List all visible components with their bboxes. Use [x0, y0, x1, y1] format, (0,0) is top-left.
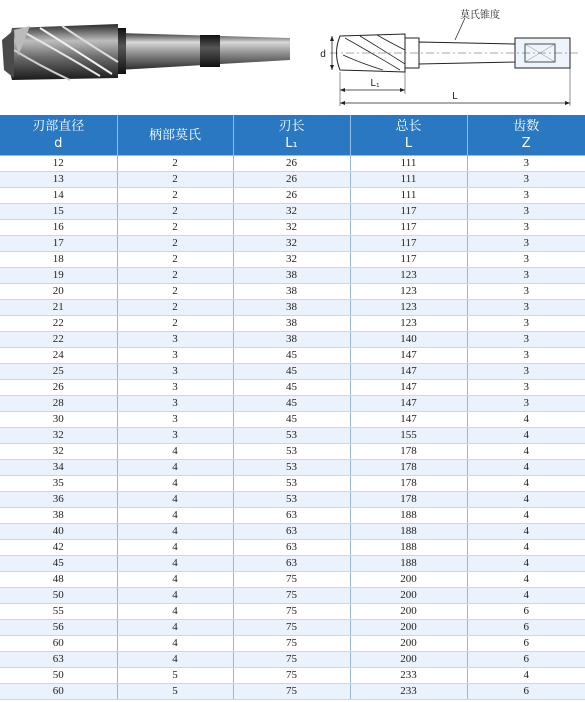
table-cell: 75: [233, 620, 350, 636]
table-cell: 4: [467, 556, 585, 572]
table-cell: 14: [0, 188, 117, 204]
table-row: [0, 284, 585, 300]
dim-l1-label: L₁: [370, 78, 380, 89]
table-cell: 20: [0, 284, 117, 300]
table-cell: 38: [0, 508, 117, 524]
table-cell: 178: [350, 444, 467, 460]
table-row: [0, 684, 585, 700]
table-cell: 2: [117, 268, 233, 284]
table-cell: 200: [350, 636, 467, 652]
table-row: [0, 316, 585, 332]
table-cell: 3: [467, 220, 585, 236]
table-row: [0, 236, 585, 252]
table-row: [0, 636, 585, 652]
table-cell: 4: [467, 588, 585, 604]
table-row: [0, 476, 585, 492]
table-cell: 147: [350, 412, 467, 428]
table-cell: 53: [233, 444, 350, 460]
table-cell: 117: [350, 204, 467, 220]
table-cell: 3: [467, 316, 585, 332]
table-cell: 38: [233, 316, 350, 332]
header-diameter: 刃部直径 d: [0, 115, 117, 156]
table-cell: 6: [467, 652, 585, 668]
table-row: [0, 364, 585, 380]
table-cell: 50: [0, 588, 117, 604]
table-row: [0, 348, 585, 364]
table-cell: 4: [117, 476, 233, 492]
table-row: [0, 508, 585, 524]
table-cell: 45: [233, 380, 350, 396]
table-cell: 2: [117, 252, 233, 268]
table-cell: 233: [350, 684, 467, 700]
table-cell: 3: [117, 412, 233, 428]
table-cell: 21: [0, 300, 117, 316]
table-row: [0, 300, 585, 316]
table-cell: 18: [0, 252, 117, 268]
table-cell: 147: [350, 396, 467, 412]
table-cell: 4: [117, 572, 233, 588]
table-cell: 30: [0, 412, 117, 428]
table-cell: 45: [233, 396, 350, 412]
table-cell: 188: [350, 508, 467, 524]
table-cell: 63: [233, 540, 350, 556]
table-row: [0, 460, 585, 476]
table-cell: 178: [350, 492, 467, 508]
table-cell: 63: [233, 508, 350, 524]
table-cell: 147: [350, 364, 467, 380]
dimension-drawing: [305, 0, 585, 115]
table-cell: 4: [117, 604, 233, 620]
table-cell: 63: [233, 556, 350, 572]
table-cell: 48: [0, 572, 117, 588]
table-cell: 123: [350, 268, 467, 284]
table-cell: 4: [467, 540, 585, 556]
illustration-area: [0, 0, 585, 115]
table-cell: 188: [350, 540, 467, 556]
table-row: [0, 188, 585, 204]
table-cell: 75: [233, 588, 350, 604]
table-cell: 38: [233, 268, 350, 284]
table-cell: 60: [0, 684, 117, 700]
table-cell: 35: [0, 476, 117, 492]
table-cell: 45: [233, 348, 350, 364]
table-cell: 117: [350, 220, 467, 236]
table-cell: 32: [0, 444, 117, 460]
table-cell: 22: [0, 332, 117, 348]
table-cell: 53: [233, 476, 350, 492]
table-row: [0, 332, 585, 348]
table-cell: 26: [233, 172, 350, 188]
table-cell: 4: [117, 508, 233, 524]
table-cell: 188: [350, 556, 467, 572]
table-cell: 12: [0, 156, 117, 172]
table-cell: 3: [467, 188, 585, 204]
table-cell: 3: [467, 172, 585, 188]
table-cell: 3: [467, 300, 585, 316]
dim-d-label: d: [320, 49, 326, 60]
table-cell: 2: [117, 188, 233, 204]
table-cell: 3: [467, 396, 585, 412]
table-row: [0, 220, 585, 236]
table-cell: 38: [233, 332, 350, 348]
table-cell: 75: [233, 604, 350, 620]
table-cell: 147: [350, 380, 467, 396]
table-cell: 4: [117, 620, 233, 636]
table-cell: 123: [350, 284, 467, 300]
table-cell: 140: [350, 332, 467, 348]
table-cell: 200: [350, 620, 467, 636]
table-cell: 111: [350, 188, 467, 204]
table-cell: 26: [233, 156, 350, 172]
table-cell: 200: [350, 604, 467, 620]
table-row: [0, 156, 585, 172]
table-cell: 4: [117, 444, 233, 460]
table-row: [0, 396, 585, 412]
table-row: [0, 524, 585, 540]
table-cell: 17: [0, 236, 117, 252]
table-cell: 26: [233, 188, 350, 204]
table-row: [0, 252, 585, 268]
table-cell: 178: [350, 460, 467, 476]
table-cell: 2: [117, 220, 233, 236]
table-cell: 53: [233, 428, 350, 444]
table-cell: 155: [350, 428, 467, 444]
table-cell: 32: [233, 220, 350, 236]
header-total-length: 总长 L: [350, 115, 467, 156]
table-cell: 3: [117, 396, 233, 412]
table-row: [0, 172, 585, 188]
table-cell: 42: [0, 540, 117, 556]
table-cell: 53: [233, 460, 350, 476]
table-row: [0, 428, 585, 444]
table-cell: 3: [467, 156, 585, 172]
table-row: [0, 572, 585, 588]
table-cell: 117: [350, 236, 467, 252]
table-cell: 56: [0, 620, 117, 636]
table-cell: 111: [350, 172, 467, 188]
table-cell: 5: [117, 668, 233, 684]
table-cell: 4: [117, 524, 233, 540]
table-cell: 19: [0, 268, 117, 284]
table-cell: 200: [350, 652, 467, 668]
table-row: [0, 492, 585, 508]
table-row: [0, 588, 585, 604]
table-cell: 6: [467, 684, 585, 700]
table-cell: 2: [117, 300, 233, 316]
table-cell: 4: [467, 668, 585, 684]
table-cell: 4: [117, 556, 233, 572]
table-cell: 178: [350, 476, 467, 492]
table-cell: 3: [117, 428, 233, 444]
table-cell: 13: [0, 172, 117, 188]
table-cell: 123: [350, 300, 467, 316]
table-cell: 75: [233, 668, 350, 684]
table-cell: 4: [117, 588, 233, 604]
table-cell: 6: [467, 636, 585, 652]
table-cell: 123: [350, 316, 467, 332]
table-cell: 117: [350, 252, 467, 268]
table-cell: 2: [117, 316, 233, 332]
table-cell: 22: [0, 316, 117, 332]
table-cell: 24: [0, 348, 117, 364]
table-cell: 32: [233, 252, 350, 268]
table-cell: 75: [233, 636, 350, 652]
table-row: [0, 604, 585, 620]
table-cell: 38: [233, 284, 350, 300]
table-cell: 200: [350, 588, 467, 604]
table-cell: 3: [467, 284, 585, 300]
table-row: [0, 380, 585, 396]
header-teeth: 齿数 Z: [467, 115, 585, 156]
table-cell: 4: [467, 508, 585, 524]
table-row: [0, 620, 585, 636]
table-cell: 32: [233, 204, 350, 220]
table-header-row: [0, 115, 585, 156]
table-cell: 2: [117, 236, 233, 252]
table-cell: 111: [350, 156, 467, 172]
taper-label: 莫氏锥度: [460, 10, 500, 21]
table-cell: 16: [0, 220, 117, 236]
table-row: [0, 556, 585, 572]
table-cell: 4: [467, 492, 585, 508]
end-mill-photo: [0, 0, 300, 115]
table-cell: 4: [467, 460, 585, 476]
table-cell: 233: [350, 668, 467, 684]
table-cell: 3: [467, 236, 585, 252]
table-row: [0, 444, 585, 460]
table-cell: 188: [350, 524, 467, 540]
table-row: [0, 204, 585, 220]
table-cell: 25: [0, 364, 117, 380]
table-cell: 4: [467, 476, 585, 492]
table-row: [0, 668, 585, 684]
table-cell: 28: [0, 396, 117, 412]
table-cell: 36: [0, 492, 117, 508]
table-cell: 3: [117, 380, 233, 396]
table-cell: 147: [350, 348, 467, 364]
table-cell: 45: [233, 412, 350, 428]
table-body: [0, 156, 585, 700]
table-cell: 3: [467, 348, 585, 364]
table-cell: 63: [0, 652, 117, 668]
table-cell: 4: [117, 652, 233, 668]
table-row: [0, 540, 585, 556]
table-cell: 3: [117, 348, 233, 364]
table-cell: 3: [117, 364, 233, 380]
table-row: [0, 268, 585, 284]
table-cell: 3: [467, 252, 585, 268]
table-cell: 34: [0, 460, 117, 476]
table-cell: 32: [233, 236, 350, 252]
dim-l-label: L: [452, 91, 458, 102]
table-cell: 38: [233, 300, 350, 316]
table-cell: 6: [467, 620, 585, 636]
table-cell: 50: [0, 668, 117, 684]
table-cell: 26: [0, 380, 117, 396]
table-cell: 6: [467, 604, 585, 620]
table-cell: 75: [233, 684, 350, 700]
table-cell: 2: [117, 204, 233, 220]
table-cell: 4: [467, 428, 585, 444]
table-cell: 4: [117, 636, 233, 652]
table-cell: 4: [117, 540, 233, 556]
table-cell: 45: [0, 556, 117, 572]
table-cell: 63: [233, 524, 350, 540]
table-cell: 200: [350, 572, 467, 588]
table-cell: 45: [233, 364, 350, 380]
table-cell: 4: [467, 444, 585, 460]
table-cell: 3: [467, 380, 585, 396]
table-cell: 15: [0, 204, 117, 220]
table-cell: 3: [467, 364, 585, 380]
spec-table: [0, 115, 585, 700]
table-cell: 4: [117, 492, 233, 508]
table-cell: 75: [233, 572, 350, 588]
table-cell: 55: [0, 604, 117, 620]
table-cell: 4: [467, 412, 585, 428]
table-row: [0, 412, 585, 428]
table-cell: 2: [117, 284, 233, 300]
table-cell: 32: [0, 428, 117, 444]
table-cell: 4: [117, 460, 233, 476]
table-cell: 2: [117, 156, 233, 172]
table-cell: 40: [0, 524, 117, 540]
header-flute-length: 刃长 L₁: [233, 115, 350, 156]
table-cell: 4: [467, 572, 585, 588]
header-morse-shank: 柄部莫氏: [117, 115, 233, 156]
table-cell: 3: [467, 204, 585, 220]
table-cell: 75: [233, 652, 350, 668]
table-cell: 5: [117, 684, 233, 700]
table-cell: 3: [117, 332, 233, 348]
table-cell: 53: [233, 492, 350, 508]
table-row: [0, 652, 585, 668]
table-cell: 3: [467, 332, 585, 348]
table-cell: 4: [467, 524, 585, 540]
table-cell: 3: [467, 268, 585, 284]
table-cell: 2: [117, 172, 233, 188]
table-cell: 60: [0, 636, 117, 652]
